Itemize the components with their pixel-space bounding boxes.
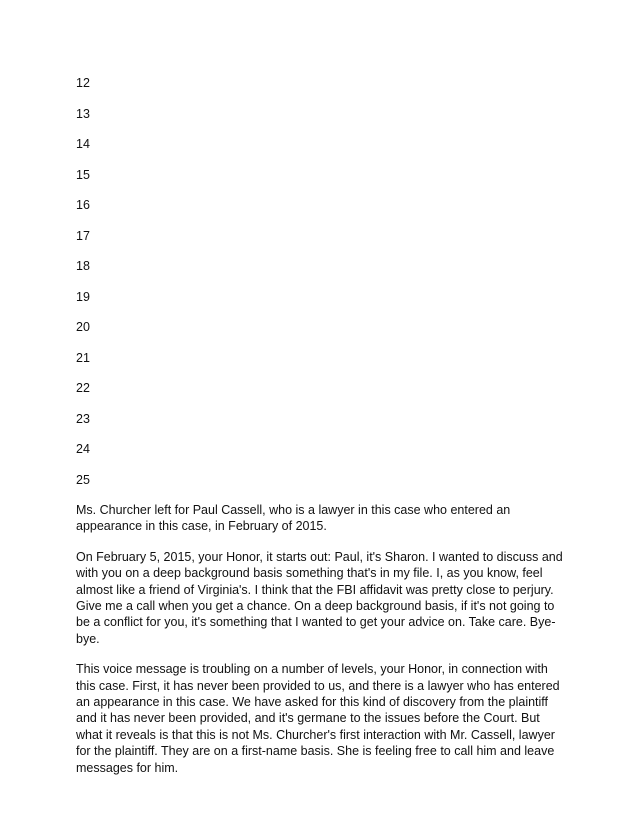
line-number: 19: [76, 289, 90, 304]
line-number: 13: [76, 106, 90, 121]
line-number: 12: [76, 76, 90, 90]
line-number: 21: [76, 350, 90, 365]
paragraph: Ms. Churcher left for Paul Cassell, who is a lawyer in this case who entered an appearance in this case, in February of 2015.: [76, 503, 511, 534]
line-number: 14: [76, 137, 90, 151]
line-number: 22: [76, 381, 90, 395]
line-number: 25: [76, 472, 90, 487]
line-number: 20: [76, 320, 90, 334]
line-number: 15: [76, 167, 90, 182]
line-number-column: [76, 75, 90, 502]
line-number: 24: [76, 442, 90, 456]
line-number: 16: [76, 198, 90, 212]
line-number: 23: [76, 411, 90, 426]
paragraph: This voice message is troubling on a number of levels, your Honor, in connection with this case. First, it has never been provided to us, and there is a lawyer who has entered an appearance in this case. We have asked for this kind of discovery from the plaintiff and it has never been provided, and it's germane to the issues before the Court. But what it reveals is that this is not Ms. Churcher's first interaction with Mr. Cassell, lawyer for the plaintiff. They are on a first-name basis. She is feeling free to call him and leave messages for him.: [76, 662, 560, 775]
line-number: 17: [76, 228, 90, 243]
paragraph: On February 5, 2015, your Honor, it starts out: Paul, it's Sharon. I wanted to discuss and with you on a deep background basis something that's in my file. I, as you know, feel almost like a friend of Virginia's. I think that the FBI affidavit was pretty close to perjury. Give me a call when you get a chance. On a deep background basis, if it's not going to be a conflict for you, it's something that I wanted to get your advice on. Take care. Bye-bye.: [76, 549, 563, 646]
line-number: 18: [76, 259, 90, 273]
transcript-body: [76, 502, 566, 790]
